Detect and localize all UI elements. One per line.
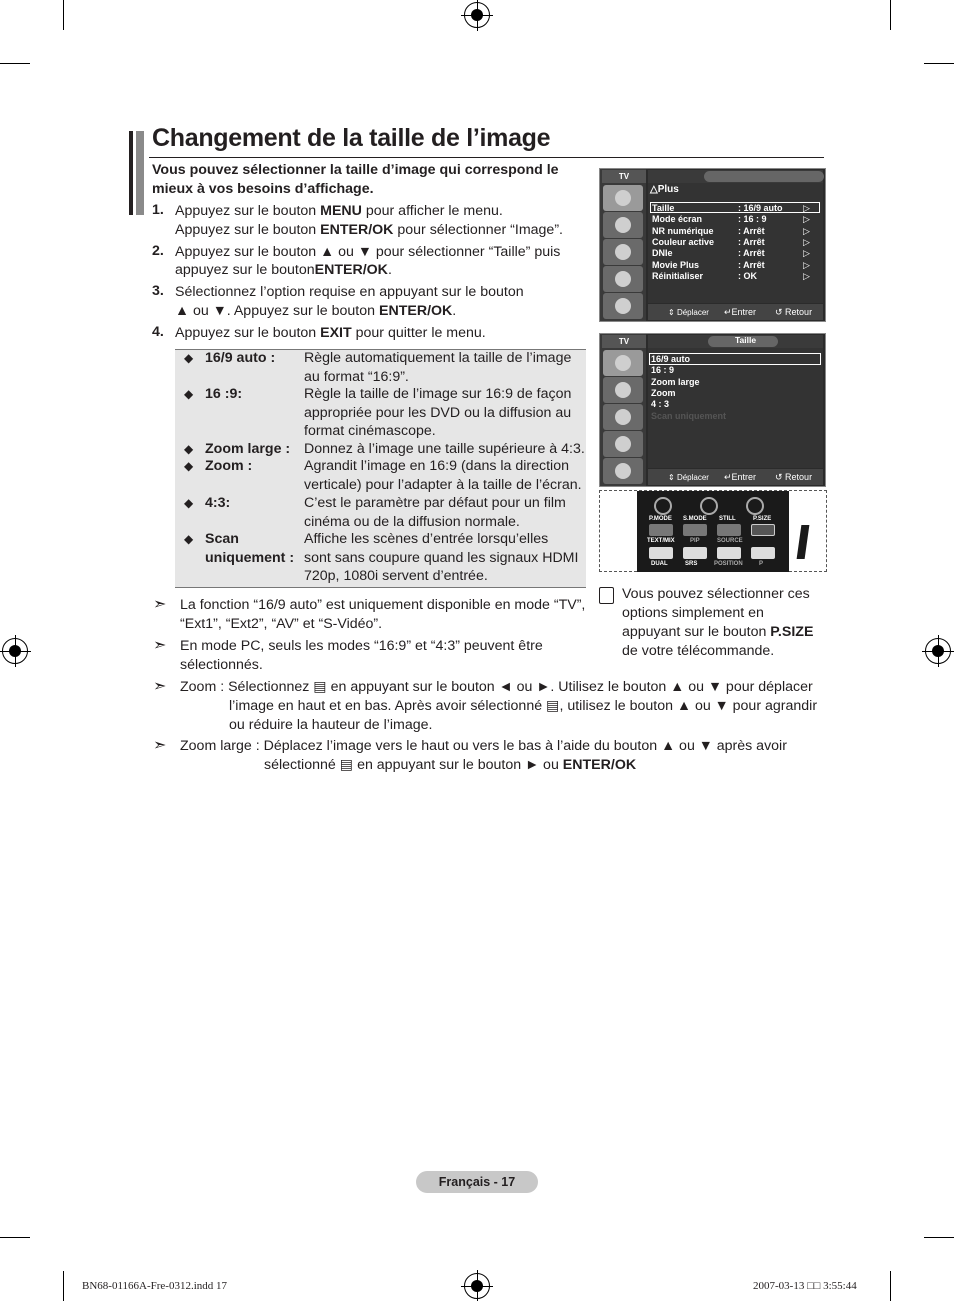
smode-button[interactable] bbox=[683, 524, 707, 536]
step-text: . bbox=[452, 303, 457, 319]
osd-item-value: : 16/9 auto bbox=[738, 203, 783, 213]
move-hint: ⇕ Déplacer bbox=[668, 473, 709, 482]
title-accent bbox=[136, 131, 144, 215]
step-text: Appuyez sur le bouton bbox=[175, 222, 321, 238]
osd-header: Taille bbox=[735, 335, 757, 345]
remote-label: STILL bbox=[719, 516, 736, 522]
crop-mark bbox=[0, 63, 30, 64]
sound-icon bbox=[603, 212, 643, 238]
enter-hint: ↵Entrer bbox=[724, 307, 757, 317]
page-title: Changement de la taille de l’image bbox=[152, 124, 551, 152]
osd-option: 16/9 auto bbox=[651, 354, 691, 364]
osd-option: 16 : 9 bbox=[651, 365, 675, 376]
note-line: En mode PC, seuls les modes “16:9” et “4:3” peuvent être bbox=[180, 638, 543, 654]
bullet-icon: ◆ bbox=[184, 442, 194, 456]
title-accent bbox=[129, 131, 133, 215]
remote-label: SOURCE bbox=[717, 538, 743, 544]
osd-menu-panel bbox=[648, 348, 823, 468]
osd-item-value: : 16 : 9 bbox=[738, 214, 767, 225]
note-line: l’image en haut et en bas. Après avoir sélectionné ▤, utilisez le bouton ▲ ou ▼ pour agrandir bbox=[229, 698, 818, 714]
step-line bbox=[175, 324, 486, 343]
step-text: Appuyez sur le bouton bbox=[175, 325, 321, 341]
definition-desc: appropriée pour les DVD ou la diffusion au bbox=[304, 404, 572, 421]
step-number: 1. bbox=[152, 202, 164, 218]
channel-up-button[interactable] bbox=[751, 547, 775, 559]
return-hint: ↺ Retour bbox=[775, 307, 813, 317]
note-line: Zoom : Sélectionnez ▤ en appuyant sur le bouton ◄ ou ►. Utilisez le bouton ▲ ou ▼ pour déplacer bbox=[180, 679, 813, 695]
remote-label: P bbox=[759, 561, 764, 567]
definition-desc: C’est le paramètre par défaut pour un film bbox=[304, 495, 566, 511]
remote-side-icon bbox=[797, 525, 810, 559]
osd-header: △Plus bbox=[650, 184, 679, 195]
input-icon bbox=[603, 458, 643, 484]
step-line bbox=[175, 202, 503, 221]
registration-mark-icon bbox=[2, 638, 28, 664]
crop-mark bbox=[0, 1237, 30, 1238]
osd-item-value: : Arrêt bbox=[738, 225, 765, 236]
remote-control-illustration bbox=[599, 490, 827, 572]
definition-term: uniquement : bbox=[205, 550, 295, 566]
step-line bbox=[175, 261, 392, 280]
return-hint: ↺ Retour bbox=[775, 472, 813, 482]
note-line: ou réduire la hauteur de l’image. bbox=[229, 717, 433, 733]
chevron-right-icon: ▷ bbox=[803, 236, 810, 247]
source-button[interactable] bbox=[717, 547, 741, 559]
step-number: 3. bbox=[152, 283, 164, 299]
side-note-bold: P.SIZE bbox=[770, 624, 814, 640]
osd-item-value: : Arrêt bbox=[738, 248, 765, 259]
crop-mark bbox=[924, 1237, 954, 1238]
remote-label: SRS bbox=[685, 561, 698, 567]
remote-body bbox=[637, 491, 789, 572]
textmix-button[interactable] bbox=[649, 547, 673, 559]
chevron-right-icon: ▷ bbox=[803, 225, 810, 236]
crop-mark bbox=[63, 1271, 64, 1301]
intro-line: mieux à vos besoins d’affichage. bbox=[152, 181, 374, 197]
step-line bbox=[175, 221, 563, 240]
step-text: ▲ ou ▼. Appuyez sur le bouton bbox=[175, 303, 379, 319]
osd-item-value: : Arrêt bbox=[738, 236, 765, 247]
crop-mark bbox=[890, 0, 891, 30]
definition-desc: verticale) pour l’adapter à la taille de l’écran. bbox=[304, 476, 582, 493]
step-line bbox=[175, 302, 456, 321]
step-number: 2. bbox=[152, 243, 164, 259]
crop-mark bbox=[924, 63, 954, 64]
definition-term: 16/9 auto : bbox=[205, 350, 276, 366]
osd-tv-label: TV bbox=[602, 170, 646, 183]
osd-item-label: Réinitialiser bbox=[652, 270, 704, 281]
definition-desc: Agrandit l’image en 16:9 (dans la direction bbox=[304, 458, 569, 474]
step-text: pour sélectionner “Image”. bbox=[393, 222, 563, 238]
note-arrow-icon: ➣ bbox=[153, 737, 167, 754]
osd-help-bar bbox=[648, 304, 823, 320]
definition-term: 4:3: bbox=[205, 495, 231, 511]
picture-icon bbox=[603, 185, 643, 211]
definition-term: Scan bbox=[205, 531, 239, 547]
definition-desc: sont sans coupure quand les signaux HDMI bbox=[304, 549, 579, 566]
definition-term: 16 :9: bbox=[205, 386, 243, 402]
step-number: 4. bbox=[152, 324, 164, 340]
step-text: ENTER/OK bbox=[314, 262, 388, 278]
note-arrow-icon: ➣ bbox=[153, 678, 167, 695]
setup-icon bbox=[603, 431, 643, 457]
input-icon bbox=[603, 293, 643, 319]
definition-desc: cinéma ou de la diffusion normale. bbox=[304, 513, 520, 530]
intro-line: Vous pouvez sélectionner la taille d’image qui correspond le bbox=[152, 162, 559, 178]
bullet-icon: ◆ bbox=[184, 459, 194, 473]
remote-label: TEXT/MIX bbox=[647, 538, 675, 544]
step-text: Appuyez sur le bouton bbox=[175, 203, 321, 219]
osd-selection bbox=[650, 202, 820, 213]
osd-item-value: : Arrêt bbox=[738, 259, 765, 270]
osd-item-label: Couleur active bbox=[652, 236, 715, 247]
enter-hint: ↵Entrer bbox=[724, 472, 757, 482]
definition-desc: format cinémascope. bbox=[304, 423, 436, 439]
pip-button[interactable] bbox=[683, 547, 707, 559]
note-line: sélectionnés. bbox=[180, 657, 263, 673]
note-line: sélectionné ▤ en appuyant sur le bouton ► ou ENTER/OK bbox=[264, 757, 637, 773]
osd-tv-label: TV bbox=[602, 335, 646, 348]
bullet-icon: ◆ bbox=[184, 496, 194, 510]
definition-desc: Donnez à l’image une taille supérieure à 4:3. bbox=[304, 441, 585, 457]
page-number: Français - 17 bbox=[416, 1171, 538, 1193]
registration-mark-icon bbox=[464, 2, 490, 28]
crop-mark bbox=[890, 1271, 891, 1301]
definition-desc: Règle automatiquement la taille de l’image bbox=[304, 350, 572, 366]
bullet-icon: ◆ bbox=[184, 532, 194, 546]
osd-option: Zoom bbox=[651, 387, 676, 398]
registration-mark-icon bbox=[464, 1273, 490, 1299]
chevron-right-icon: ▷ bbox=[803, 203, 810, 213]
side-note-line: Vous pouvez sélectionner ces bbox=[622, 586, 810, 602]
step-text: MENU bbox=[320, 203, 362, 219]
channel-icon bbox=[603, 404, 643, 430]
setup-icon bbox=[603, 266, 643, 292]
step-text: Sélectionnez l’option requise en appuyant sur le bouton bbox=[175, 284, 524, 300]
button-icon bbox=[746, 497, 764, 515]
bullet-icon: ◆ bbox=[184, 351, 194, 365]
bullet-icon: ◆ bbox=[184, 387, 194, 401]
note-arrow-icon: ➣ bbox=[153, 637, 167, 654]
pmode-button[interactable] bbox=[649, 524, 673, 536]
chevron-right-icon: ▷ bbox=[803, 259, 810, 270]
osd-size-menu bbox=[599, 333, 826, 487]
chevron-right-icon: ▷ bbox=[803, 248, 810, 259]
note-line: Zoom large : Déplacez l’image vers le haut ou vers le bas à l’aide du bouton ▲ ou ▼ après avoir bbox=[180, 738, 787, 754]
move-hint: ⇕ Déplacer bbox=[668, 308, 709, 317]
osd-item-label: DNIe bbox=[652, 248, 673, 259]
step-line bbox=[175, 283, 524, 302]
side-note-line: options simplement en bbox=[622, 605, 764, 621]
definition-desc: Affiche les scènes d’entrée lorsqu’elles bbox=[304, 531, 549, 547]
chevron-right-icon: ▷ bbox=[803, 270, 810, 281]
note-line: “Ext1”, “Ext2”, “AV” et “S-Vidéo”. bbox=[180, 616, 383, 632]
crop-mark bbox=[63, 0, 64, 30]
note-icon bbox=[599, 587, 614, 604]
remote-label: P.SIZE bbox=[753, 516, 772, 522]
chevron-right-icon: ▷ bbox=[803, 214, 810, 225]
remote-label: PIP bbox=[690, 538, 700, 544]
step-text: EXIT bbox=[320, 325, 352, 341]
channel-icon bbox=[603, 239, 643, 265]
osd-item-label: Taille bbox=[652, 203, 675, 213]
definition-desc: 720p, 1080i servent d’entrée. bbox=[304, 568, 488, 584]
side-note-line: de votre télécommande. bbox=[622, 643, 775, 659]
osd-picture-menu bbox=[599, 168, 826, 322]
osd-item-label: Mode écran bbox=[652, 214, 703, 225]
step-text: ENTER/OK bbox=[378, 303, 453, 319]
registration-mark-icon bbox=[925, 638, 951, 664]
button-icon bbox=[654, 497, 672, 515]
sound-icon bbox=[603, 377, 643, 403]
osd-help-bar bbox=[648, 469, 823, 485]
osd-option: Zoom large bbox=[651, 376, 700, 387]
osd-item-value: : OK bbox=[738, 270, 757, 281]
remote-label: P.MODE bbox=[649, 516, 672, 522]
osd-option: 4 : 3 bbox=[651, 399, 670, 410]
definition-desc: Règle la taille de l’image sur 16:9 de façon bbox=[304, 386, 572, 402]
psize-button[interactable] bbox=[751, 524, 775, 536]
definition-desc: au format “16:9”. bbox=[304, 368, 409, 385]
still-button[interactable] bbox=[717, 524, 741, 536]
remote-label: S.MODE bbox=[683, 516, 707, 522]
note-arrow-icon: ➣ bbox=[153, 596, 167, 613]
osd-item-label: Movie Plus bbox=[652, 259, 700, 270]
osd-item-label: NR numérique bbox=[652, 225, 714, 236]
note-line: La fonction “16/9 auto” est uniquement disponible en mode “TV”, bbox=[180, 597, 586, 613]
step-text: . bbox=[387, 262, 392, 278]
step-text: appuyez sur le bouton bbox=[175, 262, 315, 278]
side-note-line: appuyant sur le bouton P.SIZE bbox=[622, 624, 814, 640]
picture-icon bbox=[603, 350, 643, 376]
step-text: ENTER/OK bbox=[320, 222, 394, 238]
title-rule bbox=[149, 157, 824, 158]
definition-term: Zoom : bbox=[205, 458, 253, 474]
step-text: pour afficher le menu. bbox=[361, 203, 503, 219]
file-slug: BN68-01166A-Fre-0312.indd 17 bbox=[82, 1280, 228, 1292]
button-icon bbox=[700, 497, 718, 515]
remote-label: POSITION bbox=[714, 561, 743, 567]
remote-label: DUAL bbox=[651, 561, 668, 567]
note-bold: ENTER/OK bbox=[562, 757, 637, 773]
definition-term: Zoom large : bbox=[205, 441, 291, 457]
date-slug: 2007-03-13 □□ 3:55:44 bbox=[753, 1280, 857, 1292]
step-text: pour quitter le menu. bbox=[351, 325, 486, 341]
step-text: Appuyez sur le bouton ▲ ou ▼ pour sélectionner “Taille” puis bbox=[175, 244, 561, 260]
step-line bbox=[175, 243, 560, 262]
osd-option-disabled: Scan uniquement bbox=[651, 410, 727, 421]
